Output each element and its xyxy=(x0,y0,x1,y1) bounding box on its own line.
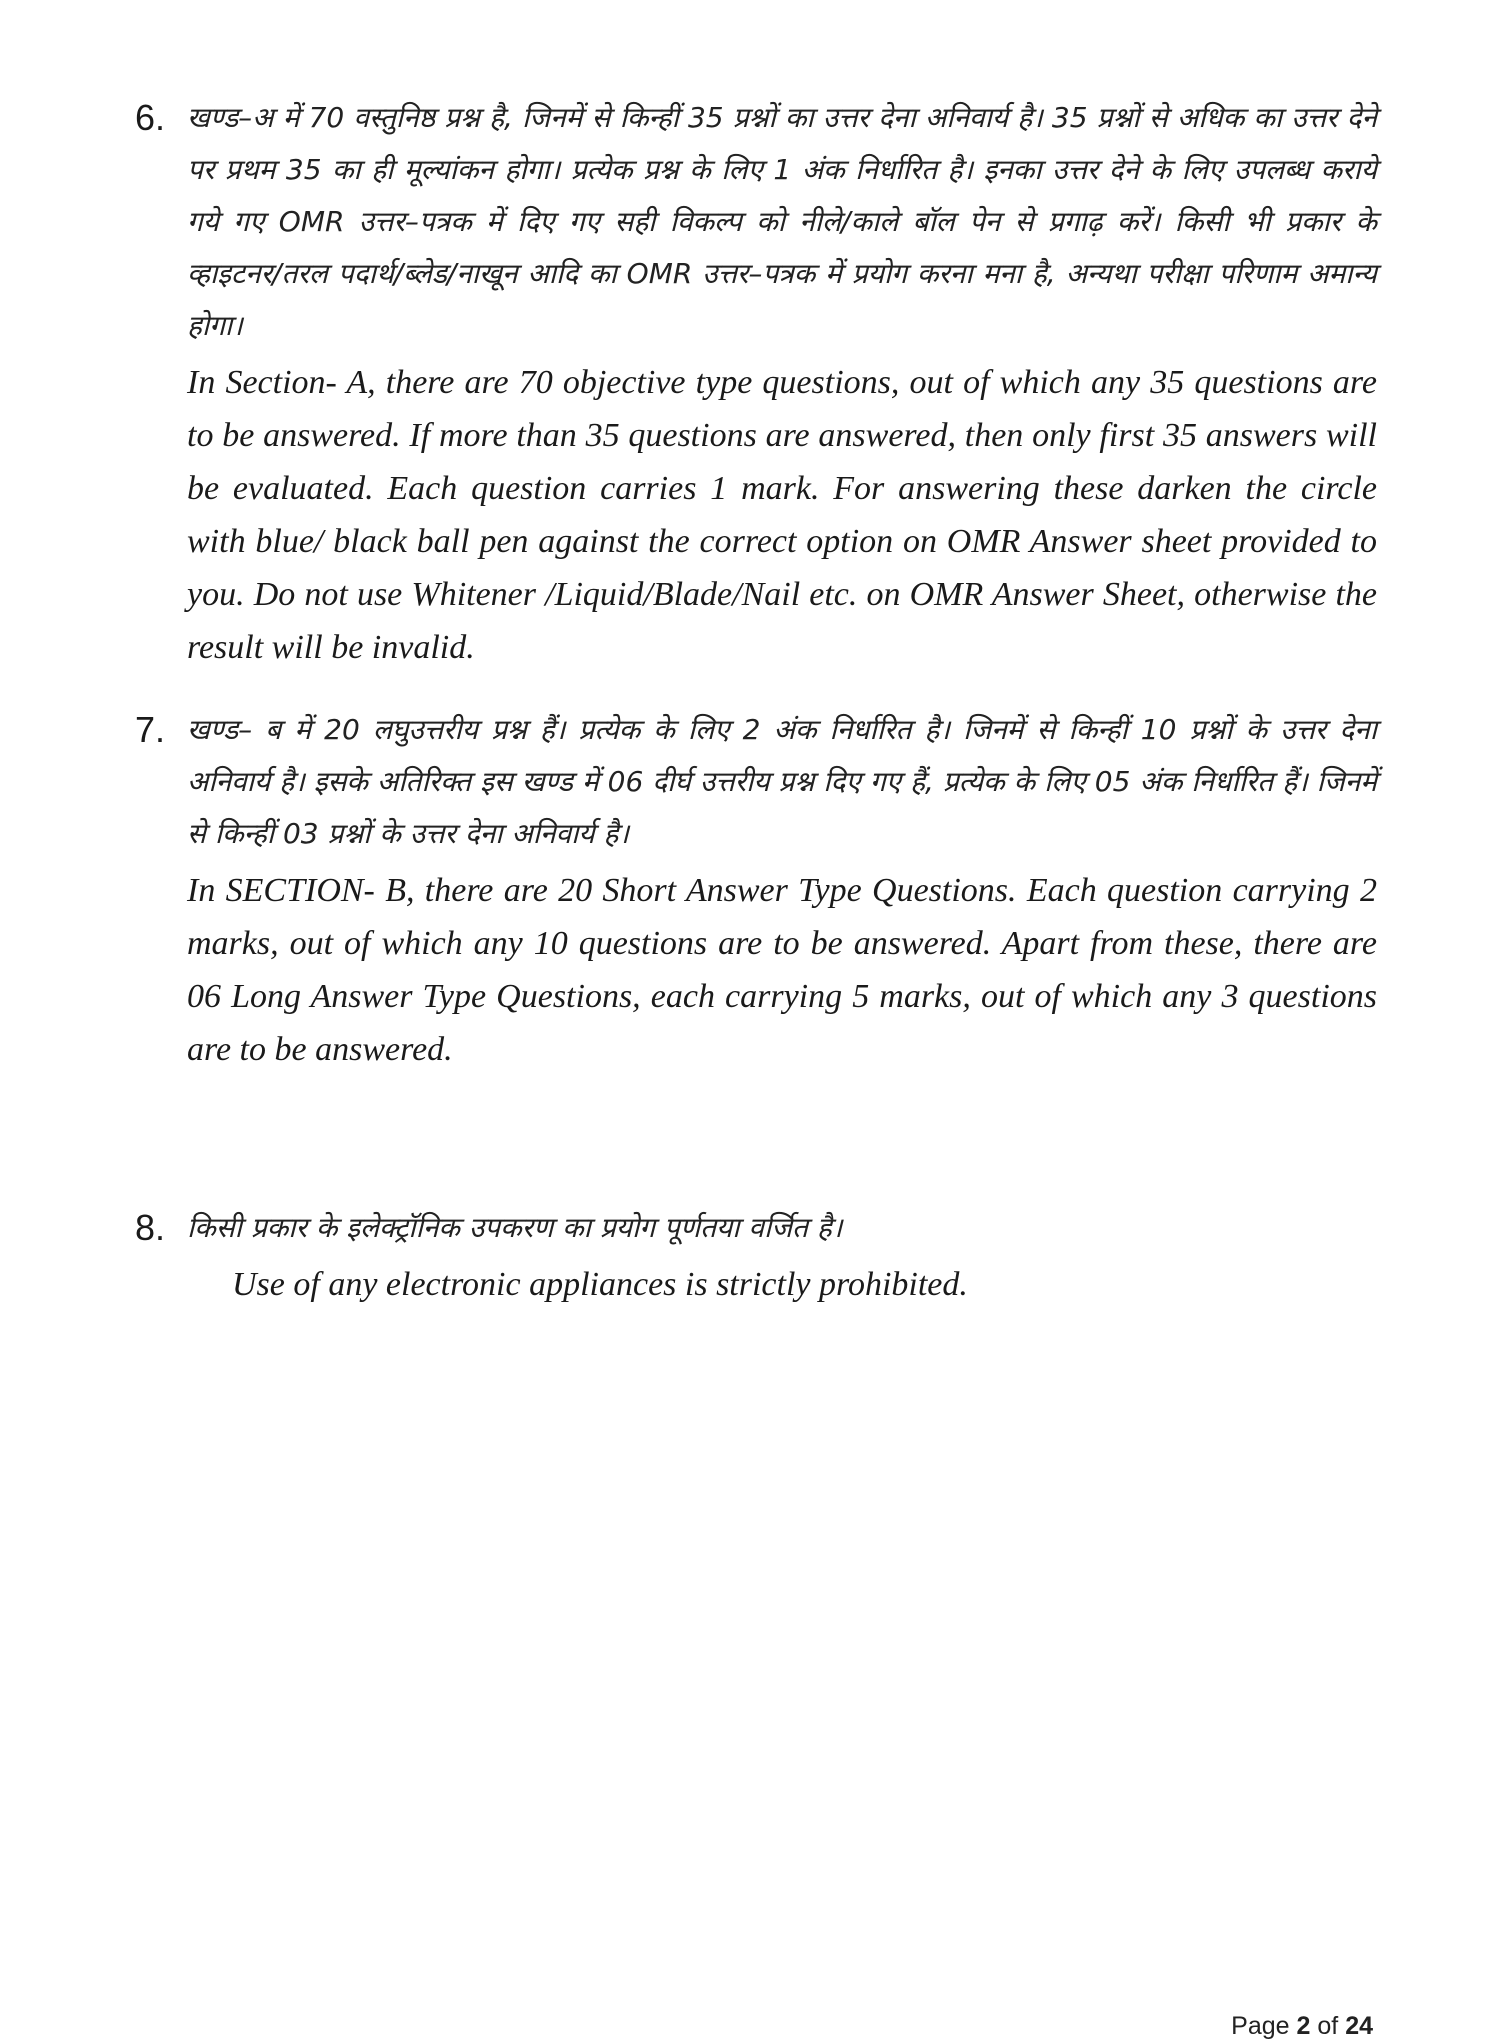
instruction-body xyxy=(187,704,1377,1076)
page-word: Page xyxy=(1231,2012,1290,2040)
page-current: 2 xyxy=(1296,2012,1311,2040)
instruction-body xyxy=(187,1202,1377,1311)
instruction-7 xyxy=(135,704,1375,1076)
instruction-number: 8. xyxy=(135,1207,166,1248)
instruction-english-text: Use of any electronic appliances is strictly prohibited. xyxy=(232,1266,968,1303)
instruction-hindi-text: खण्ड–अ में 70 वस्तुनिष्ठ प्रश्न है, जिनमें से किन्हीं 35 प्रश्नों का उत्तर देना अनिवार्य है। 35 प्रश्नों से अधिक का उत्तर देने पर प्रथम 35 का ही मूल्यांकन होगा। प्रत्येक प्रश्न के लिए 1 अंक निर्धारित है। इनका उत्तर देने के लिए उपलब्ध कराये गये गए OMR उत्तर–पत्रक में दिए गए सही विकल्प को नीले/काले बॉल पेन से प्रगाढ़ करें। किसी भी प्रकार के व्हाइटनर/तरल पदार्थ/ब्लेड/नाखून आदि का OMR उत्तर–पत्रक में प्रयोग करना मना है, अन्यथा परीक्षा परिणाम अमान्य होगा। xyxy=(187,101,1377,342)
instruction-body xyxy=(187,92,1377,674)
instruction-number: 6. xyxy=(135,97,166,138)
instruction-hindi-text: खण्ड– ब में 20 लघुउत्तरीय प्रश्न हैं। प्रत्येक के लिए 2 अंक निर्धारित है। जिनमें से किन्हीं 10 प्रश्नों के उत्तर देना अनिवार्य है। इसके अतिरिक्त इस खण्ड में 06 दीर्घ उत्तरीय प्रश्न दिए गए हैं, प्रत्येक के लिए 05 अंक निर्धारित हैं। जिनमें से किन्हीं 03 प्रश्नों के उत्तर देना अनिवार्य है। xyxy=(187,713,1377,850)
instruction-english-text: In SECTION- B, there are 20 Short Answer Type Questions. Each question carrying 2 marks, out of which any 10 questions are to be answered. Apart from these, there are 06 Long Answer Type Questions, each carrying 5 marks, out of which any 3 questions are to be answered. xyxy=(187,872,1377,1068)
instruction-english-text: In Section- A, there are 70 objective type questions, out of which any 35 questions are to be answered. If more than 35 questions are answered, then only first 35 answers will be evaluated. Each question carries 1 mark. For answering these darken the circle with blue/ black ball pen against the correct option on OMR Answer sheet provided to you. Do not use Whitener /Liquid/Blade/Nail etc. on OMR Answer Sheet, otherwise the result will be invalid. xyxy=(187,364,1377,666)
of-word: of xyxy=(1317,2012,1339,2040)
instruction-number: 7. xyxy=(135,709,166,750)
instruction-6 xyxy=(135,92,1375,674)
page-total: 24 xyxy=(1345,2012,1373,2040)
page-number-footer xyxy=(1231,2012,1373,2041)
instruction-hindi-text: किसी प्रकार के इलेक्ट्रॉनिक उपकरण का प्रयोग पूर्णतया वर्जित है। xyxy=(187,1211,843,1244)
instruction-8 xyxy=(135,1202,1375,1311)
